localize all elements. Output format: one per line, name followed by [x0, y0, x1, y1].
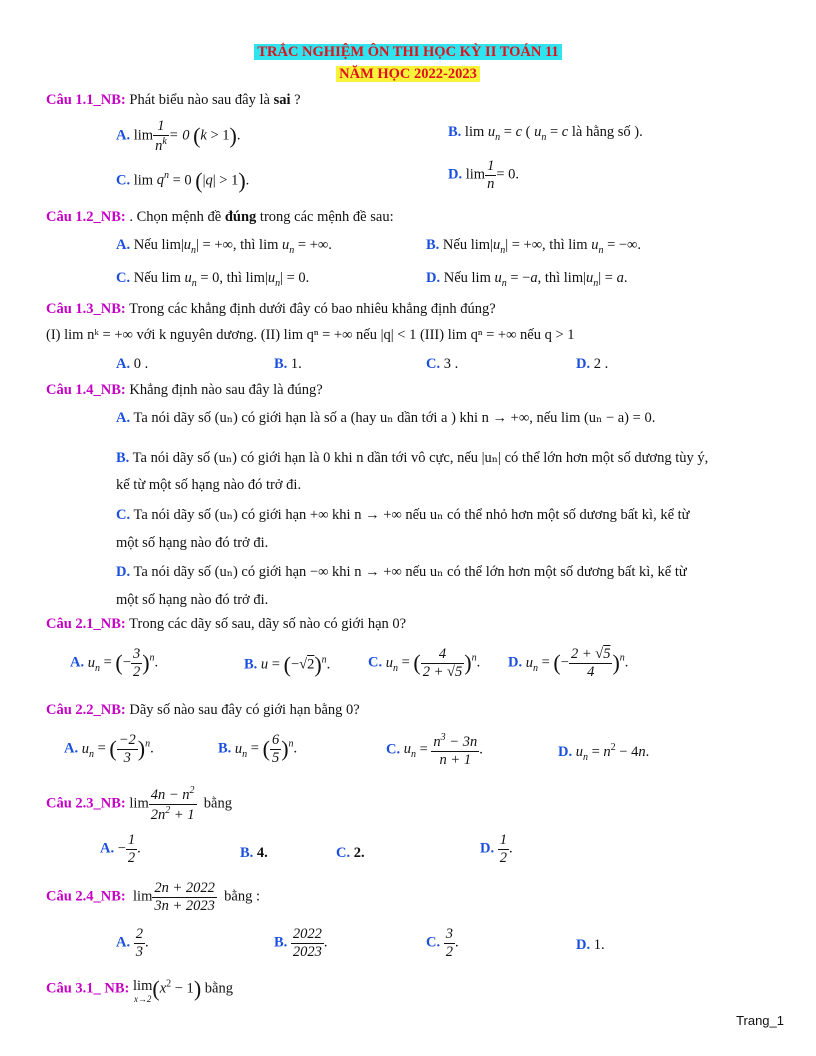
q1-3-option-a[interactable]: A. 0 .: [116, 356, 149, 372]
q2-3-option-a[interactable]: A. − $\frac{1}{2}$ .: [100, 832, 141, 866]
question-label: Câu 1.2_NB:: [46, 209, 126, 225]
question-label: Câu 2.3_NB:: [46, 795, 126, 812]
q1-4-option-b[interactable]: B. Ta nói dãy số (uₙ) có giới hạn là 0 khi n dần tới vô cực, nếu |uₙ| có thể lớn hơn một số dương tùy ý,: [116, 450, 709, 466]
q2-2-option-b[interactable]: B. $u_n$ = ( $\frac{6}{5}$ )$^n$.: [218, 732, 298, 766]
question-2-4: Câu 2.4_NB: lim $\frac{2n + 2022}{3n + 2023}$ bằng :: [46, 880, 260, 914]
q2-4-option-b[interactable]: B. $\frac{2022}{2023}$ .: [274, 926, 328, 960]
q1-4-option-b-cont: kể từ một số hạng nào đó trở đi.: [116, 477, 302, 493]
question-label: Câu 1.3_NB:: [46, 301, 126, 317]
q2-4-option-c[interactable]: C. $\frac{3}{2}$ .: [426, 926, 459, 960]
q2-2-option-c[interactable]: C. $u_n$ = $\frac{n^3 - 3n}{n + 1}$ .: [386, 732, 483, 768]
q1-3-option-c[interactable]: C. 3 .: [426, 356, 459, 372]
q1-4-option-a[interactable]: A. Ta nói dãy số (uₙ) có giới hạn là số a (hay uₙ dần tới a ) khi n → +∞, nếu lim (uₙ − a) = 0.: [116, 410, 656, 426]
q2-2-option-d[interactable]: D. $u_n = n^2 - 4n$.: [558, 742, 650, 763]
q1-1-option-d[interactable]: D. lim $\frac{1}{n}$ = 0.: [448, 158, 520, 192]
q2-3-option-b[interactable]: B. 4.: [240, 845, 268, 861]
question-1-2: Câu 1.2_NB: . Chọn mệnh đề đúng trong các mệnh đề sau:: [46, 209, 394, 225]
q1-3-option-b[interactable]: B. 1.: [274, 356, 302, 372]
q1-1-option-a[interactable]: A. lim $\frac{1}{n^k}$ = 0 (k > 1).: [116, 118, 241, 154]
q1-4-option-d-cont: một số hạng nào đó trở đi.: [116, 592, 269, 608]
question-1-1: Câu 1.1_NB: Phát biểu nào sau đây là sai ?: [46, 92, 301, 108]
q2-1-option-c[interactable]: C. $u_n$ = ( $\frac{4}{2 + √5}$ )$^n$.: [368, 646, 481, 680]
q1-2-option-b[interactable]: B. Nếu $\lim|u_n|$ = +∞, thì $\lim u_n$ = −∞.: [426, 237, 642, 256]
q1-3-statements: (I) lim nᵏ = +∞ với k nguyên dương. (II) lim qⁿ = +∞ nếu |q| < 1 (III) lim qⁿ = +∞ nếu q > 1: [46, 327, 575, 343]
q2-1-option-b[interactable]: B. $u = (-√2)^n$.: [244, 652, 331, 677]
q2-2-option-a[interactable]: A. $u_n$ = ( $\frac{-2}{3}$ )$^n$.: [64, 732, 154, 766]
question-1-3: Câu 1.3_NB: Trong các khẳng định dưới đây có bao nhiêu khẳng định đúng?: [46, 301, 496, 317]
q2-3-option-d[interactable]: D. $\frac{1}{2}$ .: [480, 832, 513, 866]
q1-2-option-a[interactable]: A. Nếu $\lim|u_n|$ = +∞, thì $\lim u_n$ = +∞.: [116, 237, 332, 256]
q1-3-option-d[interactable]: D. 2 .: [576, 356, 609, 372]
doc-title-line1: TRẮC NGHIỆM ÔN THI HỌC KỲ II TOÁN 11: [0, 44, 816, 61]
doc-title-line2: NĂM HỌC 2022-2023: [0, 66, 816, 83]
q1-4-option-c-cont: một số hạng nào đó trở đi.: [116, 535, 269, 551]
question-label: Câu 3.1_ NB:: [46, 980, 130, 997]
q1-1-option-b[interactable]: B. $\lim u_n = c$ ( $u_n = c$ là hằng số ).: [448, 124, 643, 143]
question-label: Câu 2.4_NB:: [46, 888, 126, 905]
q1-4-option-d[interactable]: D. Ta nói dãy số (uₙ) có giới hạn −∞ khi n → +∞ nếu uₙ có thể lớn hơn một số dương bất kì, kể từ: [116, 564, 687, 580]
q2-3-option-c[interactable]: C. 2.: [336, 845, 365, 861]
question-2-2: Câu 2.2_NB: Dãy số nào sau đây có giới hạn bằng 0?: [46, 702, 360, 718]
question-3-1: Câu 3.1_ NB: lim x→2 $(x^2 - 1)$ bằng: [46, 976, 233, 1005]
question-1-4: Câu 1.4_NB: Khẳng định nào sau đây là đúng?: [46, 382, 323, 398]
page-number: Trang_1: [736, 1013, 784, 1028]
question-label: Câu 2.1_NB:: [46, 616, 126, 632]
q1-2-option-d[interactable]: D. Nếu $\lim u_n = -a$, thì $\lim|u_n| = a$.: [426, 270, 628, 289]
q2-4-option-d[interactable]: D. 1.: [576, 937, 605, 953]
q1-2-option-c[interactable]: C. Nếu $\lim u_n = 0$, thì $\lim|u_n| = 0$.: [116, 270, 310, 289]
question-label: Câu 1.1_NB:: [46, 92, 126, 108]
question-2-3: Câu 2.3_NB: lim $\frac{4n - n^2}{2n^2 + 1}$ bằng: [46, 785, 232, 823]
q2-1-option-a[interactable]: A. $u_n$ = (− $\frac{3}{2}$ )$^n$.: [70, 646, 159, 680]
question-label: Câu 1.4_NB:: [46, 382, 126, 398]
question-label: Câu 2.2_NB:: [46, 702, 126, 718]
q2-1-option-d[interactable]: D. $u_n$ = (− $\frac{2 + √5}{4}$ )$^n$.: [508, 646, 629, 680]
q1-1-option-c[interactable]: C. $\lim q^n = 0$ (|q| > 1).: [116, 168, 250, 193]
q2-4-option-a[interactable]: A. $\frac{2}{3}$ .: [116, 926, 149, 960]
question-2-1: Câu 2.1_NB: Trong các dãy số sau, dãy số nào có giới hạn 0?: [46, 616, 407, 632]
q1-4-option-c[interactable]: C. Ta nói dãy số (uₙ) có giới hạn +∞ khi n → +∞ nếu uₙ có thể nhỏ hơn một số dương bất kì, kể từ: [116, 507, 690, 523]
